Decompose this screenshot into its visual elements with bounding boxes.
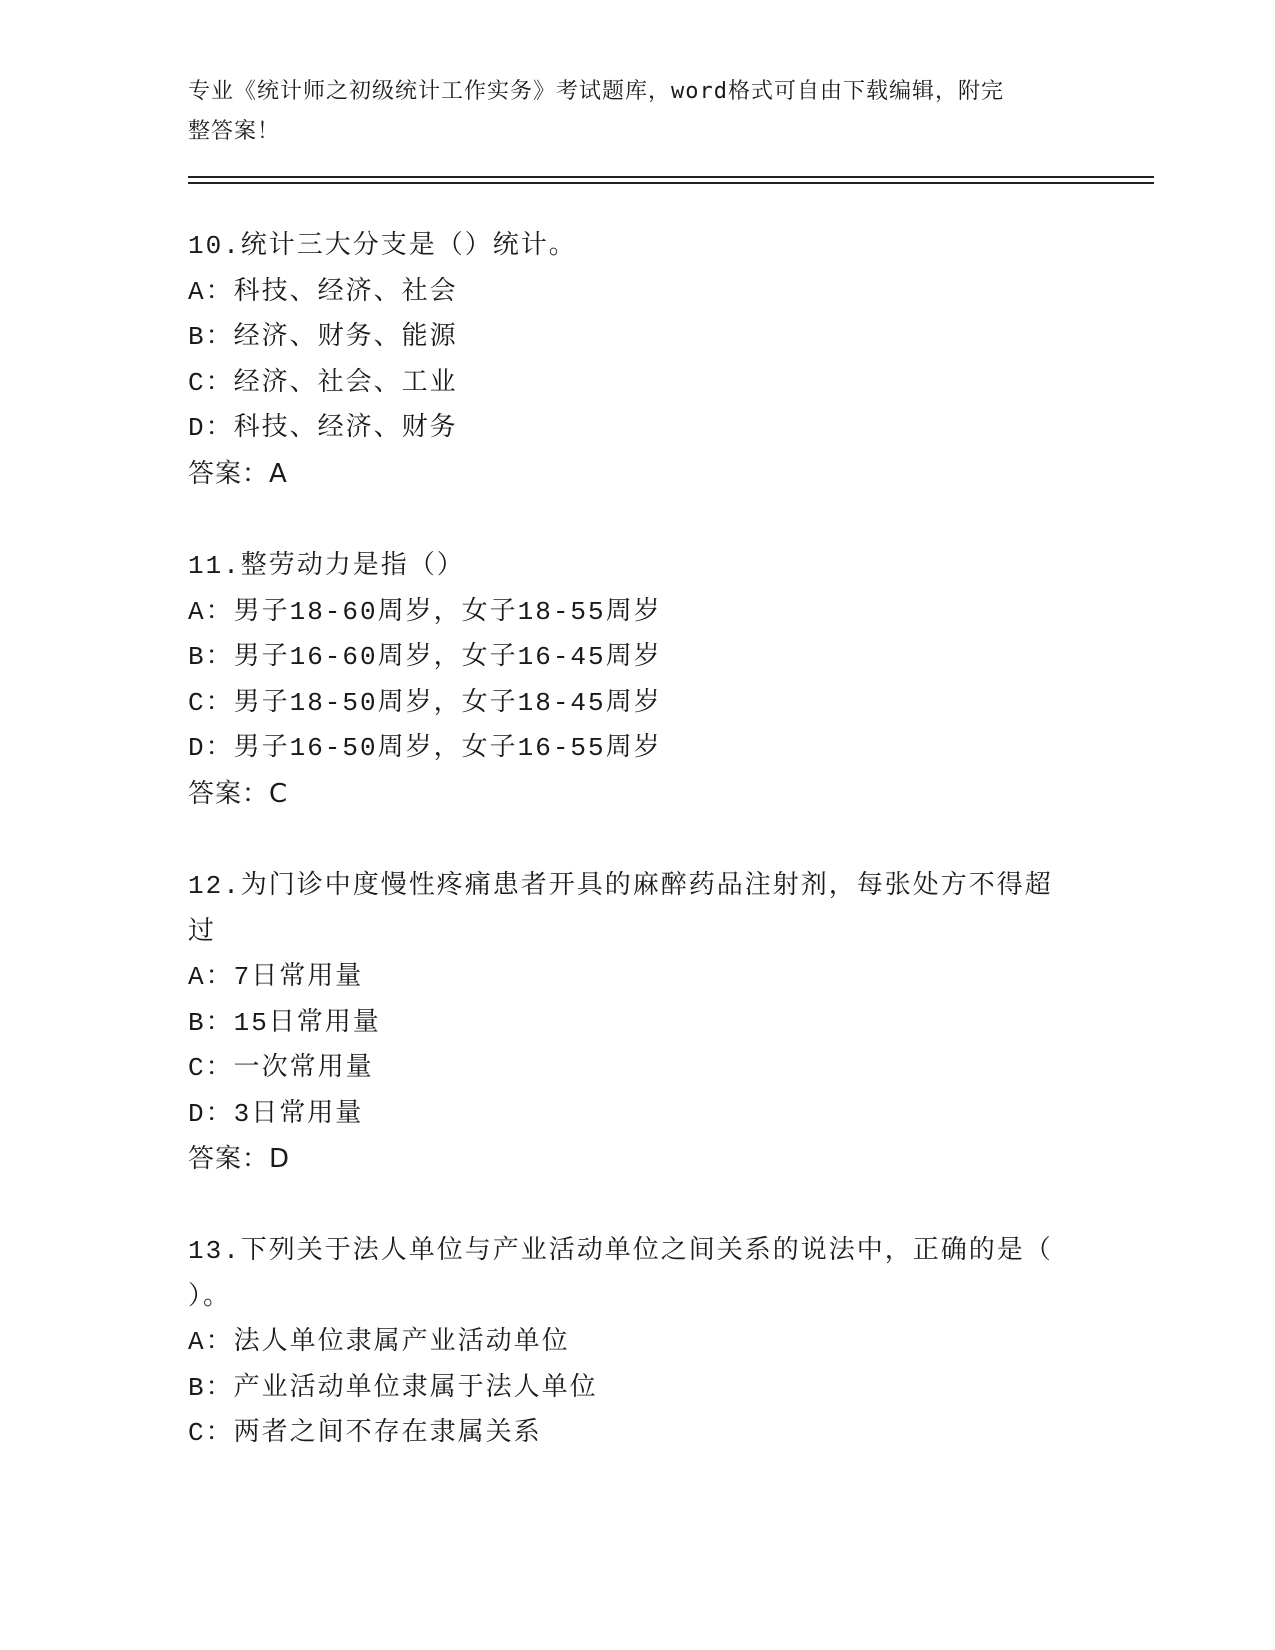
question-stem: 12.为门诊中度慢性疼痛患者开具的麻醉药品注射剂，每张处方不得超 xyxy=(188,871,1053,901)
option-b: B：产业活动单位隶属于法人单位 xyxy=(188,1372,598,1403)
header-line-1: 专业《统计师之初级统计工作实务》考试题库，word格式可自由下载编辑，附完 xyxy=(188,79,1004,104)
option-d: D：男子16-50周岁，女子16-55周岁 xyxy=(188,733,662,763)
option-c: C：经济、社会、工业 xyxy=(188,367,458,398)
option-a: A：法人单位隶属产业活动单位 xyxy=(188,1327,570,1357)
answer-text: 答案：C xyxy=(188,778,289,809)
option-d: D：科技、经济、财务 xyxy=(188,413,458,443)
question-stem: 10.统计三大分支是（）统计。 xyxy=(188,231,577,261)
option-c: C：一次常用量 xyxy=(188,1053,374,1083)
question-stem: 11.整劳动力是指（） xyxy=(188,551,465,581)
question-11 xyxy=(188,544,1088,817)
option-b: B：经济、财务、能源 xyxy=(188,322,458,352)
option-c: C：男子18-50周岁，女子18-45周岁 xyxy=(188,687,662,718)
answer-text: 答案：D xyxy=(188,1144,291,1174)
option-a: A：男子18-60周岁，女子18-55周岁 xyxy=(188,596,662,627)
header-divider-top xyxy=(188,176,1154,178)
document-header xyxy=(188,72,1068,152)
option-b: B：男子16-60周岁，女子16-45周岁 xyxy=(188,642,662,672)
header-line-2: 整答案！ xyxy=(188,119,281,144)
header-divider-bottom xyxy=(188,182,1154,184)
answer-text: 答案：A xyxy=(188,458,288,489)
question-12 xyxy=(188,864,1088,1183)
option-a: A：7日常用量 xyxy=(188,962,364,992)
question-13 xyxy=(188,1229,1088,1457)
option-d: D：3日常用量 xyxy=(188,1098,364,1129)
question-stem-continued: ）。 xyxy=(188,1281,232,1312)
question-stem: 13.下列关于法人单位与产业活动单位之间关系的说法中，正确的是（ xyxy=(188,1236,1053,1266)
option-c: C：两者之间不存在隶属关系 xyxy=(188,1418,542,1448)
option-a: A：科技、经济、社会 xyxy=(188,276,458,307)
option-b: B：15日常用量 xyxy=(188,1007,381,1038)
question-10 xyxy=(188,224,1088,497)
question-stem-continued: 过 xyxy=(188,916,217,947)
